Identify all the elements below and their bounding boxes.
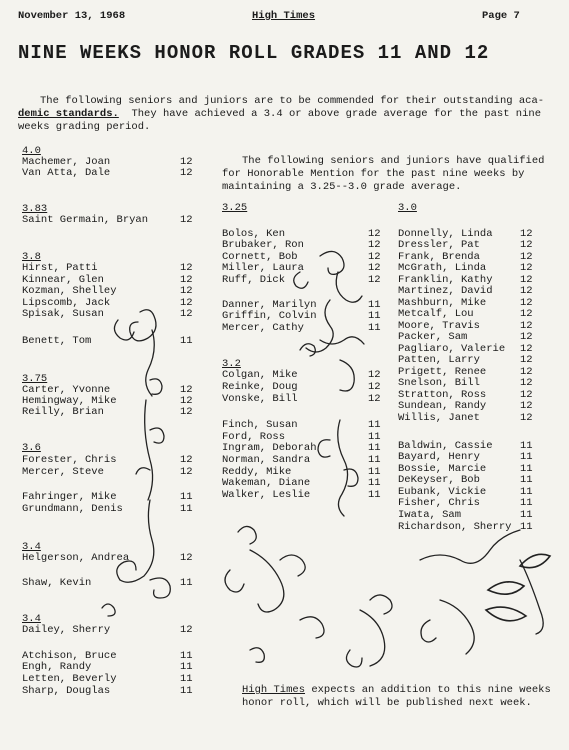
intro-line-3: weeks grading period. <box>18 121 151 133</box>
student-grade: 12 <box>520 297 533 309</box>
student-grade: 12 <box>520 285 533 297</box>
student-grade: 11 <box>368 431 381 443</box>
student-grade: 11 <box>368 299 381 311</box>
student-grade: 12 <box>180 395 193 407</box>
student-grade: 12 <box>520 228 533 240</box>
student-grade: 11 <box>180 503 193 515</box>
footer-line-1-rest: expects an addition to this nine weeks <box>311 684 551 696</box>
student-name: Mercer, Steve <box>22 466 104 478</box>
gpa-group-heading: 3.75 <box>22 373 48 385</box>
intro-line-2-rest: They have achieved a 3.4 or above grade average for the past nine <box>131 108 542 120</box>
student-name: Stratton, Ross <box>398 389 487 401</box>
student-name: Walker, Leslie <box>222 489 311 501</box>
student-grade: 12 <box>368 239 381 251</box>
gpa-group-heading: 4.0 <box>22 145 41 157</box>
student-name: Letten, Beverly <box>22 673 117 685</box>
student-name: DeKeyser, Bob <box>398 474 480 486</box>
student-grade: 12 <box>180 156 193 168</box>
student-grade: 11 <box>368 442 381 454</box>
student-name: Spisak, Susan <box>22 308 104 320</box>
student-grade: 12 <box>520 366 533 378</box>
footer-line-2: honor roll, which will be published next week. <box>242 697 532 709</box>
student-name: Moore, Travis <box>398 320 480 332</box>
student-name: Richardson, Sherry <box>398 521 512 533</box>
student-grade: 12 <box>180 308 193 320</box>
student-name: Bolos, Ken <box>222 228 286 240</box>
student-grade: 11 <box>520 463 533 475</box>
student-grade: 12 <box>520 251 533 263</box>
student-name: Martinez, David <box>398 285 493 297</box>
student-grade: 11 <box>180 650 193 662</box>
student-grade: 11 <box>520 440 533 452</box>
student-name: Prigett, Renee <box>398 366 487 378</box>
student-name: Franklin, Kathy <box>398 274 493 286</box>
footer-paper-name: High Times <box>242 684 306 696</box>
student-grade: 12 <box>520 262 533 274</box>
student-name: Mercer, Cathy <box>222 322 304 334</box>
student-name: Colgan, Mike <box>222 369 298 381</box>
student-grade: 12 <box>368 228 381 240</box>
page-number: Page 7 <box>482 10 520 22</box>
newspaper-name: High Times <box>252 10 316 22</box>
student-name: Sundean, Randy <box>398 400 487 412</box>
student-grade: 11 <box>520 497 533 509</box>
student-name: Bossie, Marcie <box>398 463 487 475</box>
student-name: Griffin, Colvin <box>222 310 317 322</box>
student-grade: 12 <box>180 466 193 478</box>
student-name: Forester, Chris <box>22 454 117 466</box>
student-name: Reilly, Brian <box>22 406 104 418</box>
student-grade: 12 <box>520 320 533 332</box>
student-grade: 12 <box>180 262 193 274</box>
student-grade: 12 <box>180 384 193 396</box>
student-name: Fisher, Chris <box>398 497 480 509</box>
student-name: Eubank, Vickie <box>398 486 487 498</box>
hm-line-2: for Honorable Mention for the past nine weeks by <box>222 168 525 180</box>
page-title: NINE WEEKS HONOR ROLL GRADES 11 AND 12 <box>18 42 490 64</box>
student-grade: 11 <box>520 521 533 533</box>
student-grade: 11 <box>368 477 381 489</box>
student-name: Finch, Susan <box>222 419 298 431</box>
student-grade: 12 <box>520 308 533 320</box>
gpa-group-heading: 3.83 <box>22 203 48 215</box>
gpa-group-heading: 3.25 <box>222 202 248 214</box>
student-grade: 11 <box>520 486 533 498</box>
student-name: Atchison, Bruce <box>22 650 117 662</box>
student-name: Wakeman, Diane <box>222 477 311 489</box>
hm-line-3: maintaining a 3.25--3.0 grade average. <box>222 181 462 193</box>
student-grade: 11 <box>368 322 381 334</box>
student-grade: 11 <box>368 419 381 431</box>
student-grade: 12 <box>368 393 381 405</box>
student-name: Vonske, Bill <box>222 393 298 405</box>
student-grade: 12 <box>520 400 533 412</box>
student-grade: 11 <box>520 451 533 463</box>
student-name: Miller, Laura <box>222 262 304 274</box>
hm-line-1: The following seniors and juniors have qualified <box>242 155 545 167</box>
student-grade: 11 <box>520 509 533 521</box>
student-name: Mashburn, Mike <box>398 297 487 309</box>
student-name: Helgerson, Andrea <box>22 552 130 564</box>
student-name: Van Atta, Dale <box>22 167 111 179</box>
student-grade: 12 <box>520 377 533 389</box>
student-name: Ford, Ross <box>222 431 286 443</box>
student-grade: 12 <box>520 354 533 366</box>
student-grade: 11 <box>368 454 381 466</box>
student-grade: 12 <box>368 274 381 286</box>
student-name: Reddy, Mike <box>222 466 292 478</box>
student-grade: 12 <box>180 285 193 297</box>
student-grade: 11 <box>180 673 193 685</box>
student-name: Norman, Sandra <box>222 454 311 466</box>
student-grade: 12 <box>180 274 193 286</box>
student-grade: 12 <box>180 214 193 226</box>
gpa-group-heading: 3.6 <box>22 442 41 454</box>
student-name: Bayard, Henry <box>398 451 480 463</box>
student-name: Engh, Randy <box>22 661 92 673</box>
student-name: Kozman, Shelley <box>22 285 117 297</box>
gpa-group-heading: 3.2 <box>222 358 241 370</box>
student-grade: 12 <box>520 412 533 424</box>
intro-line-1: The following seniors and juniors are to be commended for their outstanding aca- <box>40 95 545 107</box>
student-grade: 12 <box>368 381 381 393</box>
student-name: Danner, Marilyn <box>222 299 317 311</box>
student-grade: 11 <box>180 661 193 673</box>
gpa-group-heading: 3.4 <box>22 541 41 553</box>
student-name: Machemer, Joan <box>22 156 111 168</box>
student-grade: 12 <box>368 251 381 263</box>
student-grade: 12 <box>180 552 193 564</box>
student-name: Packer, Sam <box>398 331 468 343</box>
student-name: Donnelly, Linda <box>398 228 493 240</box>
student-grade: 12 <box>180 297 193 309</box>
student-name: Ruff, Dick <box>222 274 286 286</box>
student-name: Snelson, Bill <box>398 377 480 389</box>
student-name: Ingram, Deborah <box>222 442 317 454</box>
student-grade: 11 <box>520 474 533 486</box>
student-name: Pagliaro, Valerie <box>398 343 506 355</box>
gpa-group-heading: 3.4 <box>22 613 41 625</box>
student-grade: 11 <box>368 466 381 478</box>
student-grade: 12 <box>520 343 533 355</box>
student-name: Sharp, Douglas <box>22 685 111 697</box>
student-name: Patten, Larry <box>398 354 480 366</box>
student-name: Hirst, Patti <box>22 262 98 274</box>
student-name: Metcalf, Lou <box>398 308 474 320</box>
gpa-group-heading: 3.8 <box>22 251 41 263</box>
student-grade: 12 <box>180 454 193 466</box>
intro-emphasis: demic standards. <box>18 108 119 120</box>
student-grade: 12 <box>368 369 381 381</box>
student-name: Frank, Brenda <box>398 251 480 263</box>
student-name: Fahringer, Mike <box>22 491 117 503</box>
student-grade: 12 <box>368 262 381 274</box>
student-grade: 11 <box>180 491 193 503</box>
student-grade: 11 <box>180 685 193 697</box>
student-name: Brubaker, Ron <box>222 239 304 251</box>
student-name: Dressler, Pat <box>398 239 480 251</box>
student-grade: 12 <box>180 406 193 418</box>
student-grade: 12 <box>520 274 533 286</box>
issue-date: November 13, 1968 <box>18 10 126 22</box>
student-grade: 11 <box>180 577 193 589</box>
student-grade: 11 <box>368 310 381 322</box>
gpa-group-heading: 3.0 <box>398 202 417 214</box>
student-name: McGrath, Linda <box>398 262 487 274</box>
student-name: Reinke, Doug <box>222 381 298 393</box>
student-name: Hemingway, Mike <box>22 395 117 407</box>
student-name: Dailey, Sherry <box>22 624 111 636</box>
student-name: Iwata, Sam <box>398 509 462 521</box>
student-name: Willis, Janet <box>398 412 480 424</box>
student-name: Shaw, Kevin <box>22 577 92 589</box>
student-name: Grundmann, Denis <box>22 503 123 515</box>
student-grade: 12 <box>520 331 533 343</box>
student-grade: 12 <box>520 239 533 251</box>
footer-line-1 <box>242 684 551 697</box>
student-grade: 12 <box>520 389 533 401</box>
student-grade: 12 <box>180 167 193 179</box>
student-name: Lipscomb, Jack <box>22 297 111 309</box>
student-name: Baldwin, Cassie <box>398 440 493 452</box>
student-name: Kinnear, Glen <box>22 274 104 286</box>
student-grade: 11 <box>368 489 381 501</box>
student-name: Cornett, Bob <box>222 251 298 263</box>
student-name: Carter, Yvonne <box>22 384 111 396</box>
student-grade: 11 <box>180 335 193 347</box>
student-grade: 12 <box>180 624 193 636</box>
student-name: Saint Germain, Bryan <box>22 214 149 226</box>
student-name: Benett, Tom <box>22 335 92 347</box>
